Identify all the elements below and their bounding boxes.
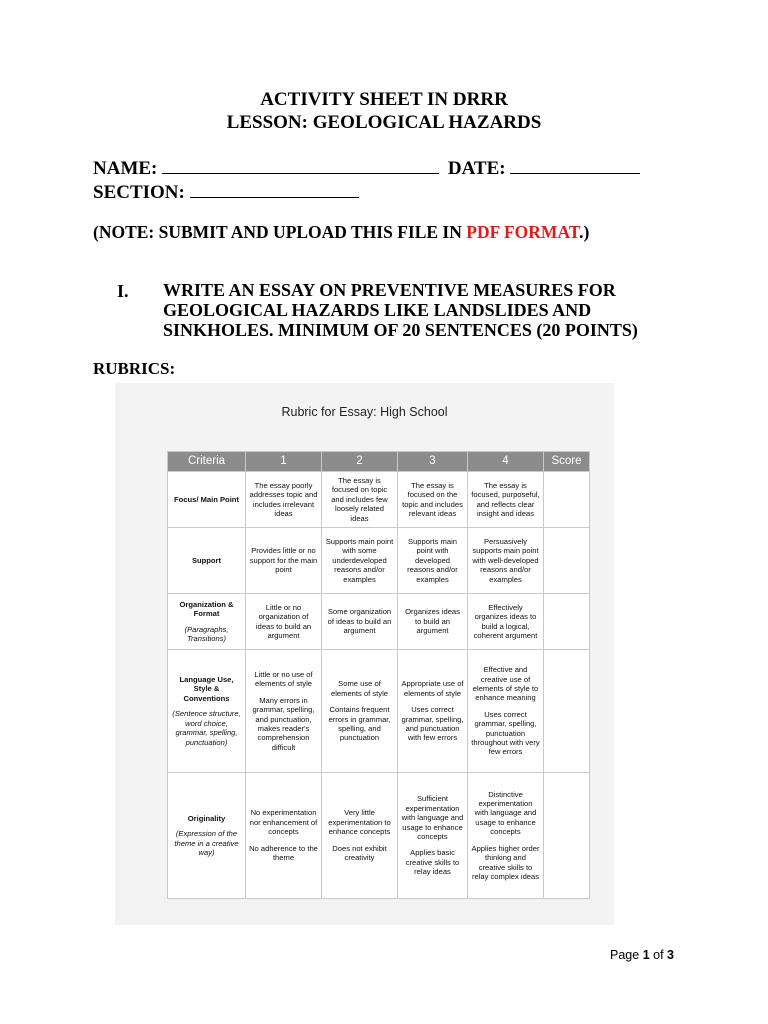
criterion-name: Focus/ Main Point [174, 494, 239, 504]
cell-text: Uses correct grammar, spelling, and punctuation with few errors [401, 705, 464, 743]
cell-text: Provides little or no support for the main point [249, 546, 318, 575]
criterion-name: Originality [187, 813, 226, 823]
cell-text: No adherence to the theme [249, 843, 318, 863]
rubrics-label: RUBRICS: [93, 359, 176, 378]
rubric-table [167, 451, 590, 899]
table-row [168, 650, 590, 773]
cell-text: Effectively organizes ideas to build a logical, coherent argument [473, 602, 538, 640]
cell-text: Very little experimentation to enhance concepts [328, 808, 391, 837]
rubric-cell [322, 650, 398, 773]
rubric-cell [398, 650, 468, 773]
note-highlight: PDF FORMAT [466, 222, 580, 242]
cell-text: Persuasively supports main point with well-developed reasons and/or examples [472, 536, 539, 584]
score-cell[interactable] [544, 472, 590, 528]
rubric-title: Rubric for Essay: High School [281, 405, 448, 419]
cell-text: Organizes ideas to build an argument [405, 607, 460, 636]
rubric-cell [246, 650, 322, 773]
rubric-cell [398, 773, 468, 899]
header-criteria: Criteria [168, 452, 246, 472]
title-line-2: LESSON: GEOLOGICAL HAZARDS [226, 112, 542, 133]
name-field[interactable] [162, 156, 439, 174]
rubric-cell [322, 773, 398, 899]
rubric-cell [246, 472, 322, 528]
table-row [168, 528, 590, 594]
score-cell[interactable] [544, 773, 590, 899]
section-line [93, 180, 359, 204]
criterion-cell [168, 594, 246, 650]
cell-text: No experimentation nor enhancement of concepts [249, 808, 318, 837]
header-score: Score [544, 452, 590, 472]
header-score-4: 4 [468, 452, 544, 472]
date-label: DATE: [447, 158, 506, 179]
section-field[interactable] [190, 180, 359, 198]
rubric-cell [246, 528, 322, 594]
cell-text: Appropriate use of elements of style [401, 679, 464, 698]
header-score-2: 2 [322, 452, 398, 472]
cell-text: Effective and creative use of elements of style to enhance meaning [472, 665, 539, 703]
rubric-cell [398, 528, 468, 594]
table-row [168, 472, 590, 528]
cell-text: Supports main point with developed reasons and/or examples [407, 536, 458, 584]
rubric-cell [398, 594, 468, 650]
rubric-image [115, 383, 614, 925]
name-label: NAME: [93, 158, 158, 179]
cell-text: Applies basic creative skills to relay ideas [405, 848, 460, 877]
score-cell[interactable] [544, 650, 590, 773]
cell-text: Some use of elements of style [331, 679, 388, 698]
date-field[interactable] [510, 156, 640, 174]
page-word: Page [610, 948, 640, 962]
page-current: 1 [642, 948, 650, 962]
table-row [168, 773, 590, 899]
cell-text: Little or no use of elements of style [254, 669, 313, 689]
page-total: 3 [667, 948, 674, 962]
criterion-cell [168, 472, 246, 528]
criterion-sub: (Expression of the theme in a creative way) [174, 829, 239, 857]
criterion-cell [168, 650, 246, 773]
criterion-sub: (Sentence structure, word choice, grammar, spelling, punctuation) [172, 709, 241, 747]
cell-text: Does not exhibit creativity [332, 843, 387, 863]
rubric-cell [468, 650, 544, 773]
rubric-header-row [168, 452, 590, 472]
rubric-cell [246, 773, 322, 899]
cell-text: Some organization of ideas to build an argument [327, 607, 392, 636]
rubric-cell [468, 528, 544, 594]
rubric-cell [322, 594, 398, 650]
question-text: WRITE AN ESSAY ON PREVENTIVE MEASURES FOR GEOLOGICAL HAZARDS LIKE LANDSLIDES AND SINKHOLES. MINIMUM OF 20 SENTENCES (20 POINTS) [163, 280, 638, 340]
title-line-1: ACTIVITY SHEET IN DRRR [260, 89, 508, 110]
criterion-name: Support [191, 555, 222, 565]
criterion-name: Language Use, Style & Conventions [179, 675, 234, 703]
rubric-cell [398, 472, 468, 528]
rubric-cell [322, 528, 398, 594]
cell-text: Supports main point with some underdeveloped reasons and/or examples [325, 536, 394, 584]
cell-text: The essay is focused, purposeful, and reflects clear insight and ideas [471, 480, 540, 518]
rubric-cell [468, 773, 544, 899]
score-cell[interactable] [544, 528, 590, 594]
cell-text: Applies higher order thinking and creative skills to relay complex ideas [471, 843, 540, 881]
criterion-name: Organization & Format [179, 599, 234, 619]
section-label: SECTION: [93, 182, 185, 203]
note-prefix: (NOTE: SUBMIT AND UPLOAD THIS FILE IN [93, 222, 467, 242]
criterion-sub: (Paragraphs, Transitions) [184, 624, 229, 643]
page-of: of [653, 948, 664, 962]
rubric-cell [246, 594, 322, 650]
criterion-cell [168, 773, 246, 899]
page-indicator [610, 948, 674, 962]
criterion-cell [168, 528, 246, 594]
header-score-3: 3 [398, 452, 468, 472]
score-cell[interactable] [544, 594, 590, 650]
rubric-cell [322, 472, 398, 528]
cell-text: Uses correct grammar, spelling, punctuation throughout with very few errors [471, 709, 540, 757]
cell-text: Little or no organization of ideas to build an argument [255, 602, 312, 640]
cell-text: The essay poorly addresses topic and includes irrelevant ideas [249, 480, 318, 518]
cell-text: Distinctive experimentation with language and usage to enhance concepts [474, 789, 537, 837]
cell-text: Contains frequent errors in grammar, spelling, and punctuation [328, 705, 391, 743]
submission-note [93, 222, 589, 243]
cell-text: Many errors in grammar, spelling, and punctuation, makes reader's comprehension difficult [252, 695, 315, 752]
cell-text: Sufficient experimentation with language and usage to enhance concepts [401, 794, 464, 841]
cell-text: The essay is focused on topic and includes few loosely related ideas [331, 475, 388, 523]
rubric-cell [468, 472, 544, 528]
rubric-cell [468, 594, 544, 650]
question-number: I. [117, 281, 129, 301]
header-score-1: 1 [246, 452, 322, 472]
note-suffix: .) [579, 222, 590, 242]
name-date-line [93, 156, 640, 180]
cell-text: The essay is focused on the topic and includes relevant ideas [402, 480, 463, 518]
table-row [168, 594, 590, 650]
